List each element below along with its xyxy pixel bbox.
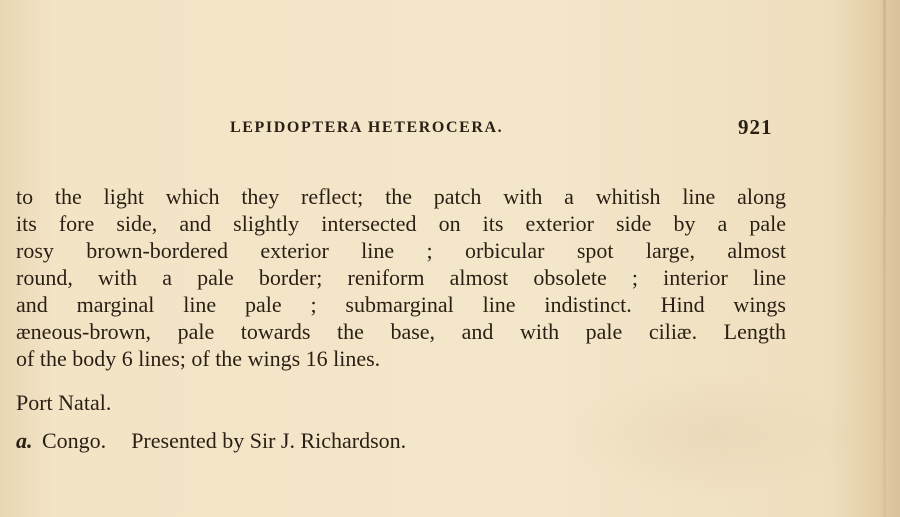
specimen-letter: a. — [16, 428, 33, 453]
locality-line: Port Natal. — [16, 390, 112, 415]
text-line: and marginal line pale ; submarginal line indistinct. Hind wings — [16, 292, 786, 317]
text-line: æneous-brown, pale towards the base, and with pale ciliæ. Length — [16, 319, 786, 344]
text-line: to the light which they reflect; the patch with a whitish line along — [16, 184, 786, 209]
text-line: of the body 6 lines; of the wings 16 lines. — [16, 346, 381, 371]
specimen-line — [16, 428, 406, 454]
page-number: 921 — [738, 115, 773, 139]
specimen-note: Presented by Sir J. Richardson. — [131, 428, 407, 453]
specimen-origin: Congo. — [42, 428, 107, 453]
text-line: its fore side, and slightly intersected on its exterior side by a pale — [16, 211, 786, 236]
description-paragraph — [16, 183, 786, 372]
text-line: rosy brown-bordered exterior line ; orbicular spot large, almost — [16, 238, 786, 263]
show-through-bleed — [560, 370, 860, 500]
text-line: round, with a pale border; reniform almost obsolete ; interior line — [16, 265, 786, 290]
running-title: LEPIDOPTERA HETEROCERA. — [230, 119, 504, 136]
page-edge — [883, 0, 886, 517]
